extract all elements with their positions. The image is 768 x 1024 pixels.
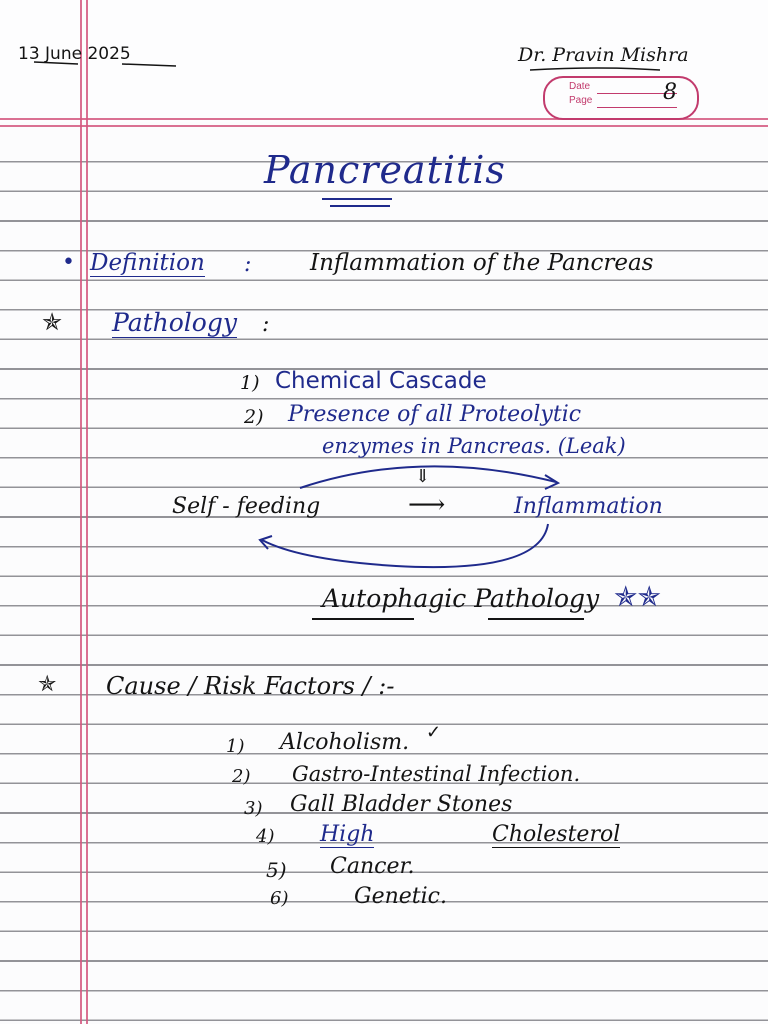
definition-label: Definition <box>90 250 205 276</box>
cycle-bottom-arrow <box>262 524 548 567</box>
cause-4-text: High <box>320 822 375 847</box>
cause-6-text: Genetic. <box>354 884 447 909</box>
cause-6-num: 6) <box>270 888 289 909</box>
pathology-point-2-cont: enzymes in Pancreas. (Leak) <box>322 434 626 458</box>
checkmark-icon: ✓ <box>426 722 442 743</box>
cause-2-num: 2) <box>232 766 251 787</box>
double-star-icon: ✯✯ <box>614 580 661 613</box>
cause-2-text: Gastro-Intestinal Infection. <box>292 762 581 786</box>
cause-4-right: Cholesterol <box>492 822 621 847</box>
author-name: Dr. Pravin Mishra <box>518 44 689 66</box>
cycle-top-arrow <box>300 466 556 488</box>
stamp-page-label: Page <box>569 95 593 106</box>
cause-1-num: 1) <box>226 736 245 757</box>
cause-5-num: 5) <box>266 858 287 882</box>
note-date: 13 June 2025 <box>18 44 131 64</box>
pathology-point-1-text: Chemical Cascade <box>275 368 487 394</box>
author-underline <box>530 68 660 70</box>
cause-4-num: 4) <box>256 826 275 847</box>
cause-5-text: Cancer. <box>330 854 415 879</box>
cause-1-text: Alcoholism. <box>280 730 410 755</box>
autophagic-subtitle: Autophagic Pathology <box>322 584 600 613</box>
page-number: 8 <box>663 80 677 105</box>
page-title: Pancreatitis <box>264 148 506 192</box>
cause-3-text: Gall Bladder Stones <box>290 792 513 817</box>
pathology-point-2-num: 2) <box>244 406 264 428</box>
cause-3-num: 3) <box>244 798 263 819</box>
cycle-right-arrow-icon: ⟶ <box>408 490 446 520</box>
causes-label: Cause / Risk Factors / :- <box>106 672 395 700</box>
definition-bullet: • <box>62 250 75 275</box>
cycle-self-feeding: Self - feeding <box>172 494 321 519</box>
pathology-label: Pathology <box>112 308 237 337</box>
down-arrow-icon: ⇓ <box>415 466 431 487</box>
cycle-inflammation: Inflammation <box>514 494 663 519</box>
pathology-point-1-num: 1) <box>240 372 260 394</box>
date-underline <box>34 62 176 66</box>
pathology-point-2-text: Presence of all Proteolytic <box>288 402 582 427</box>
causes-star-icon: ✯ <box>38 672 57 697</box>
pathology-star-icon: ✯ <box>42 308 63 336</box>
definition-separator: : <box>244 252 252 277</box>
definition-text: Inflammation of the Pancreas <box>310 250 654 276</box>
stamp-date-label: Date <box>569 81 591 92</box>
pathology-separator: : <box>262 312 270 337</box>
cycle-top-arrowhead <box>545 475 558 489</box>
